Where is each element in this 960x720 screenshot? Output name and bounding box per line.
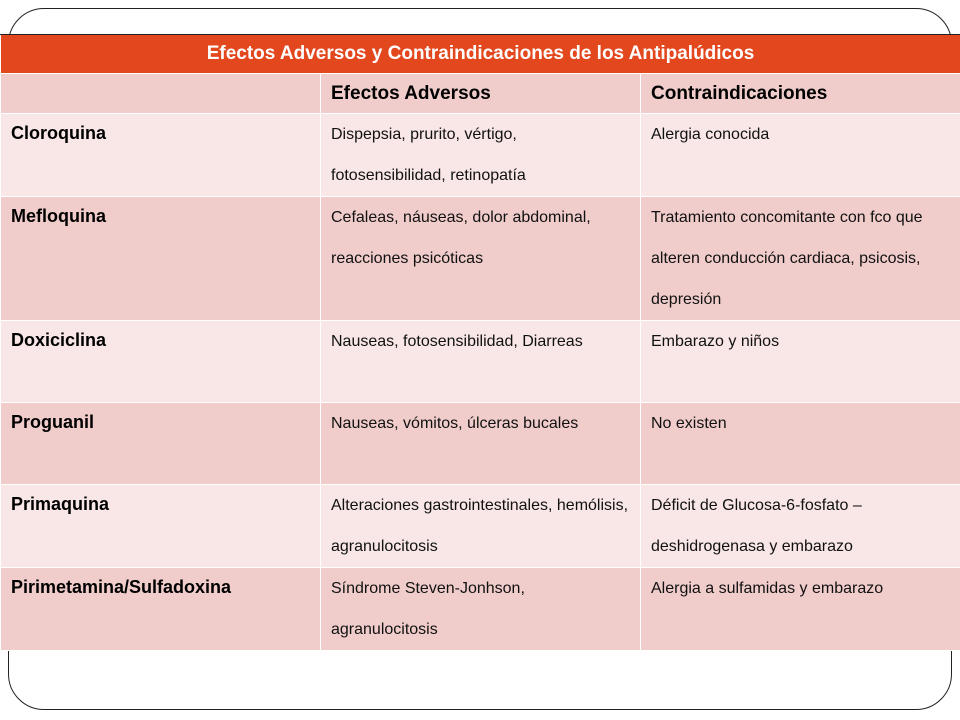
drug-name: Proguanil bbox=[1, 403, 321, 485]
header-drug bbox=[1, 74, 321, 114]
drug-name: Mefloquina bbox=[1, 197, 321, 321]
table-row bbox=[1, 321, 960, 403]
contraindications-cell: Alergia conocida bbox=[641, 114, 960, 197]
table-row bbox=[1, 568, 960, 651]
contraindications-cell: Déficit de Glucosa-6-fosfato – deshidrogenasa y embarazo bbox=[641, 485, 960, 568]
header-adverse-effects: Efectos Adversos bbox=[321, 74, 641, 114]
drug-name: Cloroquina bbox=[1, 114, 321, 197]
contraindications-cell: Tratamiento concomitante con fco que alteren conducción cardiaca, psicosis, depresión bbox=[641, 197, 960, 321]
title-row bbox=[1, 35, 960, 74]
drug-name: Primaquina bbox=[1, 485, 321, 568]
adverse-effects-cell: Síndrome Steven-Jonhson, agranulocitosis bbox=[321, 568, 641, 651]
antimalarial-table bbox=[0, 34, 960, 651]
contraindications-cell: Alergia a sulfamidas y embarazo bbox=[641, 568, 960, 651]
antimalarial-table-container bbox=[0, 34, 960, 651]
table-title: Efectos Adversos y Contraindicaciones de los Antipalúdicos bbox=[1, 35, 960, 74]
header-row bbox=[1, 74, 960, 114]
header-contraindications: Contraindicaciones bbox=[641, 74, 960, 114]
contraindications-cell: Embarazo y niños bbox=[641, 321, 960, 403]
adverse-effects-cell: Dispepsia, prurito, vértigo, fotosensibilidad, retinopatía bbox=[321, 114, 641, 197]
drug-name: Pirimetamina/Sulfadoxina bbox=[1, 568, 321, 651]
adverse-effects-cell: Nauseas, fotosensibilidad, Diarreas bbox=[321, 321, 641, 403]
adverse-effects-cell: Alteraciones gastrointestinales, hemólisis, agranulocitosis bbox=[321, 485, 641, 568]
contraindications-cell: No existen bbox=[641, 403, 960, 485]
adverse-effects-cell: Cefaleas, náuseas, dolor abdominal, reacciones psicóticas bbox=[321, 197, 641, 321]
table-row bbox=[1, 197, 960, 321]
table-row bbox=[1, 114, 960, 197]
table-row bbox=[1, 485, 960, 568]
drug-name: Doxiciclina bbox=[1, 321, 321, 403]
table-row bbox=[1, 403, 960, 485]
adverse-effects-cell: Nauseas, vómitos, úlceras bucales bbox=[321, 403, 641, 485]
